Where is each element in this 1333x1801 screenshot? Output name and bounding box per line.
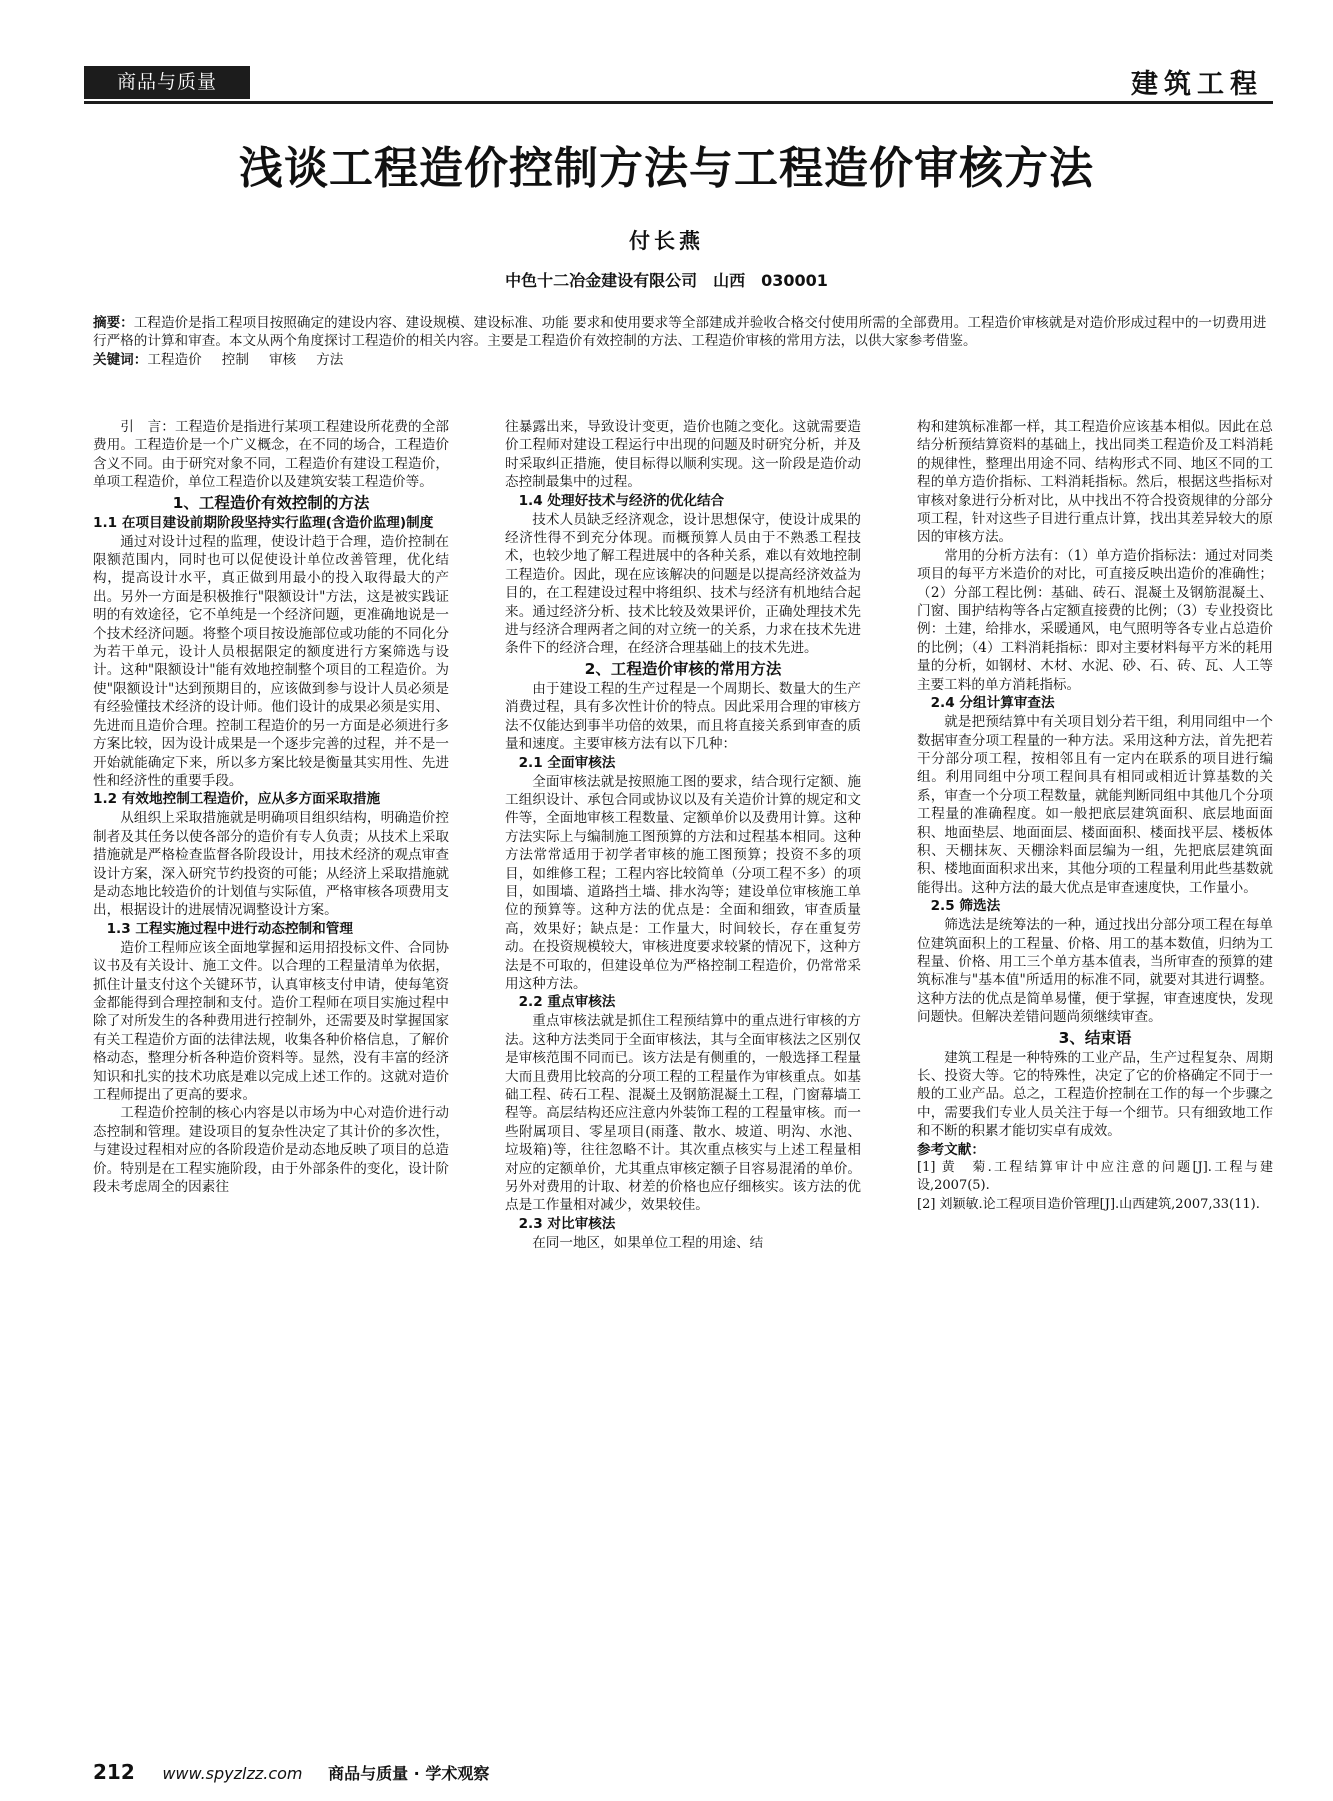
subsection-heading-1-3: 1.3 工程实施过程中进行动态控制和管理 — [106, 920, 353, 937]
abstract-paragraph — [93, 314, 1273, 350]
keyword: 控制 — [221, 352, 249, 368]
body-paragraph: 全面审核法就是按照施工图的要求，结合现行定额、施工组织设计、承包合同或协议以及有关造价计算的规定和文件等，全面地审核工程数量、定额单价以及费用计算。这种方法实际上与编制施工图预算的方法和过程基本相同。这种方法常常适用于初学者审核的施工图预算；投资不多的项目，如维修工程；工程内容比较简单（分项工程不多）的项目，如围墙、道路挡土墙、排水沟等；建设单位审核施工单位的预算等。这种方法的优点是：全面和细致，审查质量高，效果好；缺点是：工作量大，时间较长，存在重复劳动。在投资规模较大，审核进度要求较紧的情况下，这种方法是不可取的，但建设单位为严格控制工程造价，仍常常采用这种方法。 — [505, 773, 861, 992]
body-paragraph: 构和建筑标准都一样，其工程造价应该基本相似。因此在总结分析预结算资料的基础上，找出同类工程造价及工料消耗的规律性，整理出用途不同、结构形式不同、地区不同的工程的单方造价指标、工料消耗指标。然后，根据这些指标对审核对象进行分析对比，从中找出不符合投资规律的分部分项工程，针对这些子目进行重点计算，找出其差异较大的原因的审核方法。 — [917, 419, 1273, 546]
page-number: 212 — [93, 1760, 135, 1784]
footer-journal: 商品与质量 · 学术观察 — [328, 1764, 490, 1783]
header-rule — [84, 101, 1273, 104]
intro-paragraph: 引 言：工程造价是指进行某项工程建设所花费的全部费用。工程造价是一个广义概念，在不同的场合，工程造价含义不同。由于研究对象不同，工程造价有建设工程造价，单项工程造价，单位工程造价以及建筑安装工程造价等。 — [93, 419, 449, 491]
references-heading: 参考文献： — [917, 1141, 985, 1158]
body-paragraph: 从组织上采取措施就是明确项目组织结构，明确造价控制者及其任务以使各部分的造价有专人负责；从技术上采取措施就是严格检查监督各阶段设计，用技术经济的观点审查设计方案，深入研究节约投资的可能；从经济上采取措施就是动态地比较造价的计划值与实际值，严格审核各项费用支出，根据设计的进展情况调整设计方案。 — [93, 810, 449, 919]
body-paragraph: 就是把预结算中有关项目划分若干组，利用同组中一个数据审查分项工程量的一种方法。采用这种方法，首先把若干分部分项工程，按相邻且有一定内在联系的项目进行编组。利用同组中分项工程间具有相同或相近计算基数的关系，审查一个分项工程数量，就能判断同组中其他几个分项工程量的准确程度。如一般把底层建筑面积、底层地面面积、地面垫层、地面面层、楼面面积、楼面找平层、楼板体积、天棚抹灰、天棚涂料面层编为一组，先把底层建筑面积、楼地面面积求出来，其他分项的工程量利用此些基数就能得出。这种方法的最大优点是审查速度快，工作量小。 — [917, 714, 1273, 896]
body-paragraph: 工程造价控制的核心内容是以市场为中心对造价进行动态控制和管理。建设项目的复杂性决定了其计价的多次性，与建设过程相对应的各阶段造价是动态地反映了项目的总造价。特别是在工程实施阶段，由于外部条件的变化，设计阶段未考虑周全的因素往 — [93, 1105, 449, 1196]
keywords-line — [93, 351, 1273, 369]
body-paragraph: 在同一地区，如果单位工程的用途、结 — [532, 1234, 764, 1251]
subsection-heading-1-4: 1.4 处理好技术与经济的优化结合 — [518, 492, 725, 509]
body-paragraph: 造价工程师应该全面地掌握和运用招投标文件、合同协议书及有关设计、施工文件。以合理的工程量清单为依据，抓住计量支付这个关键环节，认真审核支付申请，使每笔资金都能得到合理控制和支付。造价工程师在项目实施过程中除了对所发生的各种费用进行控制外，还需要及时掌握国家有关工程造价方面的法律法规，收集各种价格信息，了解价格动态，整理分析各种造价资料等。显然，没有丰富的经济知识和扎实的技术功底是难以完成上述工作的。这就对造价工程师提出了更高的要求。 — [93, 939, 449, 1103]
keyword: 工程造价 — [147, 352, 202, 368]
section-heading-1: 1、工程造价有效控制的方法 — [172, 493, 370, 512]
body-paragraph: 通过对设计过程的监理，使设计趋于合理，造价控制在限额范围内，同时也可以促使设计单位改善管理，优化结构，提高设计水平，真正做到用最小的投入取得最大的产出。另外一方面是积极推行"限额设计"方法，这是被实践证明的有效途径，它不单纯是一个经济问题，更准确地说是一个技术经济问题。将整个项目按设施部位或功能的不同化分为若干单元，设计人员根据限定的额度进行方案筛选与设计。这种"限额设计"能有效地控制整个项目的工程造价。为使"限额设计"达到预期目的，应该做到参与设计人员必须是有经验懂技术经济的设计师。他们设计的成果必须是实用、先进而且造价合理。控制工程造价的另一方面是必须进行多方案比较，因为设计成果是一个逐步完善的过程，并不是一开始就能确定下来，所以多方案比较是衡量其实用性、先进性和经济性的重要手段。 — [93, 533, 449, 789]
subsection-heading-1-1: 1.1 在项目建设前期阶段坚持实行监理(含造价监理)制度 — [93, 514, 434, 531]
body-paragraph: 技术人员缺乏经济观念，设计思想保守，使设计成果的经济性得不到充分体现。而概预算人员由于不熟悉工程技术，也较少地了解工程进展中的各种关系，难以有效地控制工程造价。因此，现在应该解决的问题是以提高经济效益为目的，在工程建设过程中将组织、技术与经济有机地结合起来。通过经济分析、技术比较及效果评价，正确处理技术先进与经济合理两者之间的对立统一的关系，力求在技术先进条件下的经济合理，在经济合理基础上的技术先进。 — [505, 511, 861, 657]
reference-item: [2] 刘颖敏.论工程项目造价管理[J].山西建筑,2007,33(11). — [917, 1196, 1260, 1212]
keyword: 审核 — [268, 352, 297, 368]
journal-name: 建筑工程 — [1131, 69, 1263, 100]
section-label: 商品与质量 — [84, 66, 250, 99]
section-heading-3: 3、结束语 — [1058, 1028, 1132, 1047]
subsection-heading-2-2: 2.2 重点审核法 — [518, 994, 616, 1011]
column-3 — [917, 418, 1273, 1214]
body-paragraph: 筛选法是统筹法的一种，通过找出分部分项工程在每单位建筑面积上的工程量、价格、用工的基本数值，归纳为工程量、价格、用工三个单方基本值表，当所审查的预算的建筑标准与"基本值"所适用的标准不同，就要对其进行调整。这种方法的优点是简单易懂，便于掌握，审查速度快，发现问题快。但解决差错问题尚须继续审查。 — [917, 917, 1273, 1026]
body-paragraph: 往暴露出来，导致设计变更，造价也随之变化。这就需要造价工程师对建设工程运行中出现的问题及时研究分析，并及时采取纠正措施，使目标得以顺利实现。这一阶段是造价动态控制最集中的过程。 — [505, 419, 861, 491]
page-footer — [93, 1760, 489, 1784]
abstract-label: 摘要： — [93, 315, 134, 331]
author-affiliation: 中色十二冶金建设有限公司 山西 030001 — [505, 271, 828, 290]
journal-url: www.spyzlzz.com — [162, 1764, 303, 1783]
keyword: 方法 — [316, 352, 344, 368]
body-paragraph: 常用的分析方法有：（1）单方造价指标法：通过对同类项目的每平方米造价的对比，可直接反映出造价的准确性；（2）分部工程比例：基础、砖石、混凝土及钢筋混凝土、门窗、围护结构等各占定额直接费的比例；（3）专业投资比例：土建，给排水，采暖通风，电气照明等各专业占总造价的比例；（4）工料消耗指标：即对主要材料每平方米的耗用量的分析，如钢材、木材、水泥、砂、石、砖、瓦、人工等主要工料的单方消耗指标。 — [917, 547, 1273, 693]
subsection-heading-2-5: 2.5 筛选法 — [930, 898, 1001, 915]
abstract-text: 工程造价是指工程项目按照确定的建设内容、建设规模、建设标准、功能 要求和使用要求等全部建成并验收合格交付使用所需的全部费用。工程造价审核就是对造价形成过程中的一切费用进行严格的计算和审查。本文从两个角度探讨工程造价的相关内容。主要是工程造价有效控制的方法、工程造价审核的常用方法，以供大家参考借鉴。 — [93, 315, 1267, 349]
column-1 — [93, 418, 449, 1196]
subsection-heading-2-1: 2.1 全面审核法 — [518, 754, 616, 771]
body-paragraph: 建筑工程是一种特殊的工业产品，生产过程复杂、周期长、投资大等。它的特殊性，决定了它的价格确定不同于一般的工业产品。总之，工程造价控制在工作的每一个步骤之中，需要我们专业人员关注于每一个细节。只有细致地工作和不断的积累才能切实卓有成效。 — [917, 1049, 1273, 1140]
body-paragraph: 由于建设工程的生产过程是一个周期长、数量大的生产消费过程，具有多次性计价的特点。因此采用合理的审核方法不仅能达到事半功倍的效果，而且将直接关系到审查的质量和速度。主要审核方法有以下几种： — [505, 680, 861, 753]
keywords-label: 关键词： — [93, 352, 148, 368]
column-2 — [505, 418, 861, 1252]
subsection-heading-2-4: 2.4 分组计算审查法 — [930, 695, 1055, 712]
reference-item: [1] 黄 菊.工程结算审计中应注意的问题[J].工程与建设,2007(5). — [917, 1160, 1273, 1194]
subsection-heading-2-3: 2.3 对比审核法 — [518, 1215, 616, 1232]
article-author: 付长燕 — [629, 228, 704, 253]
abstract-block — [93, 314, 1273, 369]
body-paragraph: 重点审核法就是抓住工程预结算中的重点进行审核的方法。这种方法类同于全面审核法，其与全面审核法之区别仅是审核范围不同而已。该方法是有侧重的，一般选择工程量大而且费用比较高的分项工程的工程量作为审核重点。如基础工程、砖石工程、混凝土及钢筋混凝土工程，门窗幕墙工程等。高层结构还应注意内外装饰工程的工程量审核。而一些附属项目、零星项目(雨蓬、散水、坡道、明沟、水池、垃圾箱)等，往往忽略不计。其次重点核实与上述工程量相对应的定额单价，尤其重点审核定额子目容易混淆的单价。另外对费用的计取、材差的价格也应仔细核实。该方法的优点是工作量相对减少，效果较佳。 — [505, 1013, 861, 1214]
article-title: 浅谈工程造价控制方法与工程造价审核方法 — [239, 143, 1094, 194]
subsection-heading-1-2: 1.2 有效地控制工程造价，应从多方面采取措施 — [93, 791, 381, 808]
section-heading-2: 2、工程造价审核的常用方法 — [584, 659, 782, 678]
